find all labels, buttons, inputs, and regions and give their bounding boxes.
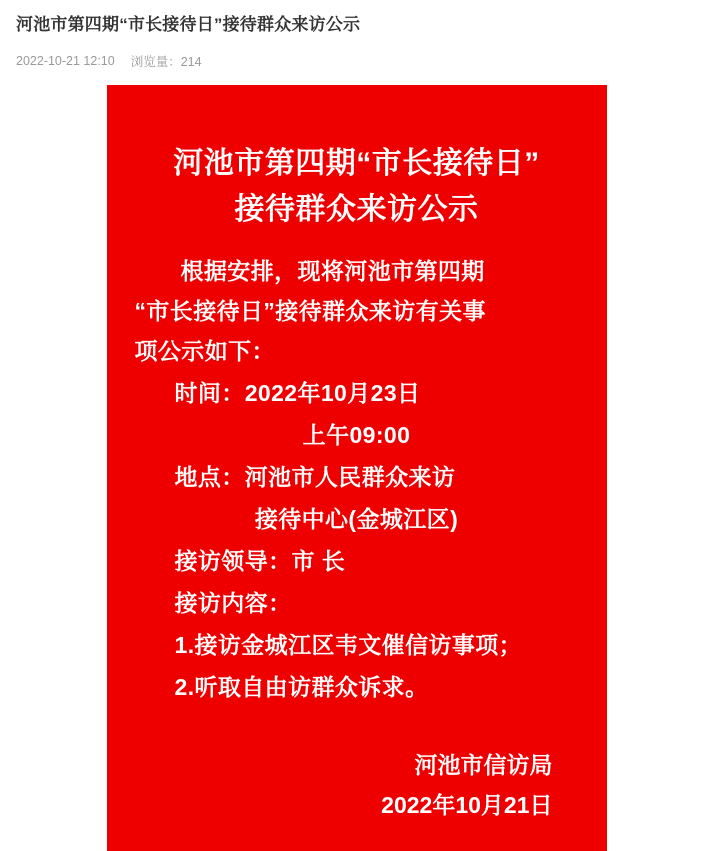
time-line-1: 时间：2022年10月23日 xyxy=(174,380,421,406)
poster-heading-line-2: 接待群众来访公示 xyxy=(234,193,479,226)
content-item-2: 2.听取自由访群众诉求。 xyxy=(174,674,429,700)
poster-heading xyxy=(135,141,579,233)
time-line-2: 上午09:00 xyxy=(302,422,411,448)
signature-date: 2022年10月21日 xyxy=(381,792,553,818)
leader-line: 接访领导：市 长 xyxy=(174,548,346,574)
intro-line-2: “市长接待日”接待群众来访有关事 xyxy=(134,298,486,324)
intro-paragraph xyxy=(135,251,579,291)
poster-signature xyxy=(135,745,579,825)
place-line-2: 接待中心(金城江区) xyxy=(254,506,459,532)
page-title: 河池市第四期“市长接待日”接待群众来访公示 xyxy=(16,15,361,34)
poster-heading-line-1: 河池市第四期“市长接待日” xyxy=(173,147,540,180)
poster-container xyxy=(16,85,697,851)
intro-line-3: 项公示如下： xyxy=(134,338,275,364)
publish-date: 2022-10-21 12:10 xyxy=(16,54,115,68)
view-count: 浏览量：214 xyxy=(130,55,202,69)
article-meta xyxy=(16,52,697,80)
intro-line-1: 根据安排，现将河池市第四期 xyxy=(180,258,485,284)
content-item-1: 1.接访金城江区韦文催信访事项； xyxy=(174,632,523,658)
signature-org: 河池市信访局 xyxy=(414,752,553,778)
notice-poster xyxy=(107,85,607,851)
poster-body xyxy=(135,251,579,707)
place-line-1: 地点：河池市人民群众来访 xyxy=(174,464,456,490)
content-label: 接访内容： xyxy=(174,590,292,616)
